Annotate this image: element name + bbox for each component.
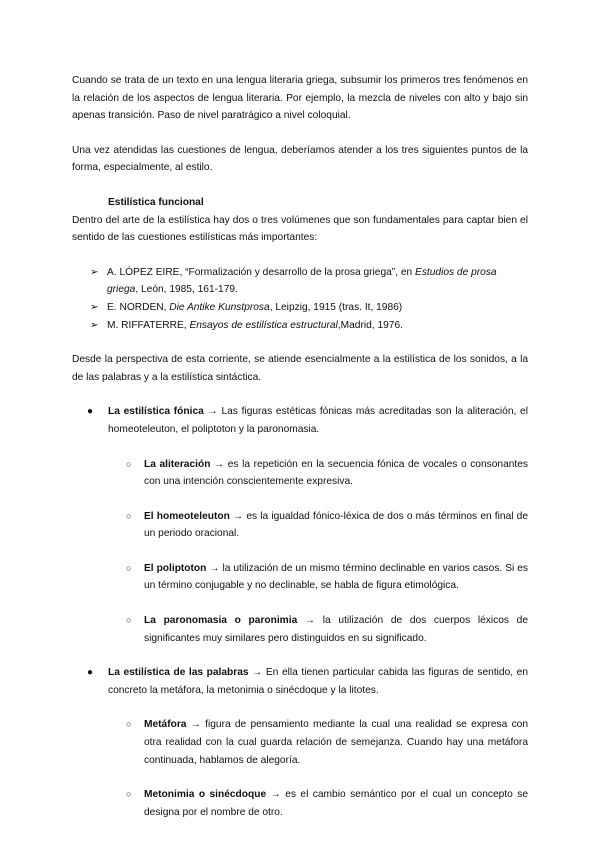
sub-item-poliptoton: ○ El poliptoton → la utilización de un mismo término declinable en varios casos. Si es un término conjugable y no declinable, se habla de figura etimológica.	[72, 560, 528, 595]
filled-circle-bullet-icon: ●	[87, 667, 94, 679]
sub-term: La aliteración	[144, 458, 211, 470]
sub-item-metonimia: ○ Metonimia o sinécdoque → es el cambio semántico por el cual un concepto se designa por el nombre de otro.	[72, 786, 528, 821]
right-arrow-icon: →	[206, 562, 223, 574]
document-page	[72, 72, 528, 821]
book-title: Ensayos de estilística estructural	[189, 319, 338, 331]
hollow-circle-bullet-icon: ○	[126, 719, 132, 730]
intro-paragraph-1: Cuando se trata de un texto en una lengua literaria griega, subsumir los primeros tres fenómenos en la relación de los aspectos de lengua literaria. Por ejemplo, la mezcla de niveles con alto y bajo sin apenas transición. Paso de nivel paratrágico a nivel coloquial.	[72, 75, 528, 122]
hollow-circle-bullet-icon: ○	[126, 615, 132, 626]
book-title: Estudios de prosa griega	[107, 266, 497, 296]
hollow-circle-bullet-icon: ○	[126, 458, 132, 469]
arrowhead-bullet-icon: ➢	[90, 301, 99, 313]
bibliography-list	[72, 264, 528, 334]
sub-item-aliteracion: ○ La aliteración → es la repetición en la secuencia fónica de vocales o consonantes con una intención conscientemente expresiva.	[72, 456, 528, 491]
bibliography-item: ➢ E. NORDEN, Die Antike Kunstprosa, Leipzig, 1915 (tras. It, 1986)	[90, 299, 528, 317]
section-heading: Estilística funcional	[108, 196, 204, 208]
right-arrow-icon: →	[248, 667, 266, 679]
right-arrow-icon: →	[186, 719, 206, 731]
arrowhead-bullet-icon: ➢	[90, 319, 99, 331]
sub-item-homeoteleuton: ○ El homeoteleuton → es la igualdad fónico-léxica de dos o más términos en final de un periodo oracional.	[72, 508, 528, 543]
sub-term: Metáfora	[144, 719, 187, 731]
hollow-circle-bullet-icon: ○	[126, 510, 132, 521]
right-arrow-icon: →	[266, 789, 286, 801]
sub-term: El homeoteleuton	[144, 510, 230, 522]
right-arrow-icon: →	[203, 406, 222, 418]
bullet-term: La estilística de las palabras	[108, 667, 249, 679]
bibliography-item: ➢ A. LÓPEZ EIRE, “Formalización y desarrollo de la prosa griega”, en Estudios de prosa griega, León, 1985, 161-179.	[90, 264, 528, 299]
right-arrow-icon: →	[297, 615, 323, 627]
hollow-circle-bullet-icon: ○	[126, 789, 132, 800]
sub-term: El poliptoton	[144, 562, 207, 574]
bibliography-item: ➢ M. RIFFATERRE, Ensayos de estilística estructural,Madrid, 1976.	[90, 317, 528, 335]
right-arrow-icon: →	[210, 458, 228, 470]
section-paragraph: Dentro del arte de la estilística hay dos o tres volúmenes que son fundamentales para captar bien el sentido de las cuestiones estilísticas más importantes:	[72, 214, 528, 244]
book-title: Die Antike Kunstprosa	[169, 301, 270, 313]
bullet-item-fonica: ● La estilística fónica → Las figuras estéticas fónicas más acreditadas son la aliteración, el homeoteleuton, el poliptoton y la paronomasia.	[72, 403, 528, 438]
intro-paragraph-2: Una vez atendidas las cuestiones de lengua, deberíamos atender a los tres siguientes puntos de la forma, especialmente, al estilo.	[72, 144, 528, 174]
arrowhead-bullet-icon: ➢	[90, 266, 99, 278]
perspective-paragraph: Desde la perspectiva de esta corriente, se atiende esencialmente a la estilística de los sonidos, a la de las palabras y a la estilística sintáctica.	[72, 354, 528, 383]
sub-item-paronomasia: ○ La paronomasia o paronimia → la utilización de dos cuerpos léxicos de significantes muy similares pero distinguidos en su significado.	[72, 612, 528, 647]
bullet-item-palabras: ● La estilística de las palabras → En ella tienen particular cabida las figuras de sentido, en concreto la metáfora, la metonimia o sinécdoque y la litotes.	[72, 664, 528, 699]
sub-item-metafora: ○ Metáfora → figura de pensamiento mediante la cual una realidad se expresa con otra realidad con la cual guarda relación de semejanza. Cuando hay una metáfora continuada, hablamos de alegoría.	[72, 716, 528, 769]
sub-term: Metonimia o sinécdoque	[144, 789, 267, 801]
bullet-term: La estilística fónica	[108, 406, 204, 418]
right-arrow-icon: →	[229, 510, 247, 522]
filled-circle-bullet-icon: ●	[87, 406, 94, 418]
hollow-circle-bullet-icon: ○	[126, 562, 132, 573]
sub-term: La paronomasia o paronimia	[144, 615, 298, 627]
